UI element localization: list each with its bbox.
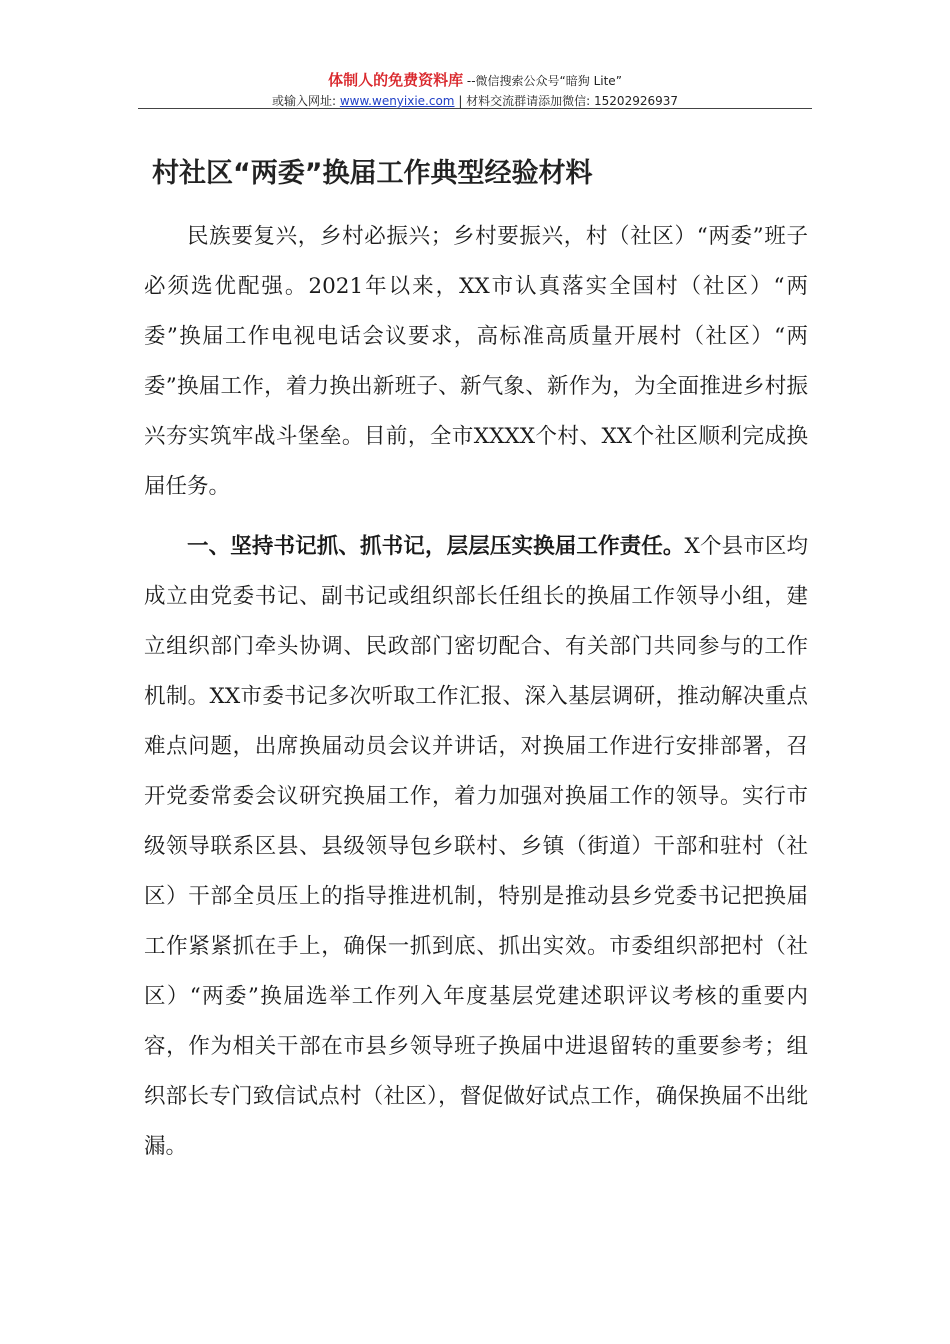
document-title: 村社区“两委”换届工作典型经验材料: [152, 158, 593, 189]
wechat-contact: | 材料交流群请添加微信: 15202926937: [454, 94, 679, 108]
section-1-paragraph: [144, 522, 808, 1172]
website-link[interactable]: www.wenyixie.com: [339, 94, 455, 108]
header-slogan: --微信搜索公众号“暗狗 Lite”: [463, 74, 622, 88]
section-1-heading: 一、坚持书记抓、抓书记，层层压实换届工作责任。: [187, 534, 685, 559]
page-header: [138, 70, 812, 110]
intro-paragraph: 民族要复兴，乡村必振兴；乡村要振兴，村（社区）“两委”班子必须选优配强。2021年以来，XX市认真落实全国村（社区）“两委”换届工作电视电话会议要求，高标准高质量开展村（社区）“两委”换届工作，着力换出新班子、新气象、新作为，为全面推进乡村振兴夯实筑牢战斗堡垒。目前，全市XXXX个村、XX个社区顺利完成换届任务。: [144, 224, 808, 499]
section-1-body: X个县市区均成立由党委书记、副书记或组织部长任组长的换届工作领导小组，建立组织部门牵头协调、民政部门密切配合、有关部门共同参与的工作机制。XX市委书记多次听取工作汇报、深入基层调研，推动解决重点难点问题，出席换届动员会议并讲话，对换届工作进行安排部署，召开党委常委会议研究换届工作，着力加强对换届工作的领导。实行市级领导联系区县、县级领导包乡联村、乡镇（街道）干部和驻村（社区）干部全员压上的指导推进机制，特别是推动县乡党委书记把换届工作紧紧抓在手上，确保一抓到底、抓出实效。市委组织部把村（社区）“两委”换届选举工作列入年度基层党建述职评议考核的重要内容，作为相关干部在市县乡领导班子换届中进退留转的重要参考；组织部长专门致信试点村（社区），督促做好试点工作，确保换届不出纰漏。: [144, 534, 808, 1159]
brand-name: 体制人的免费资料库: [328, 71, 464, 89]
header-line-1: [138, 70, 812, 92]
header-divider: [138, 108, 812, 109]
url-prefix: 或输入网址:: [271, 94, 340, 108]
